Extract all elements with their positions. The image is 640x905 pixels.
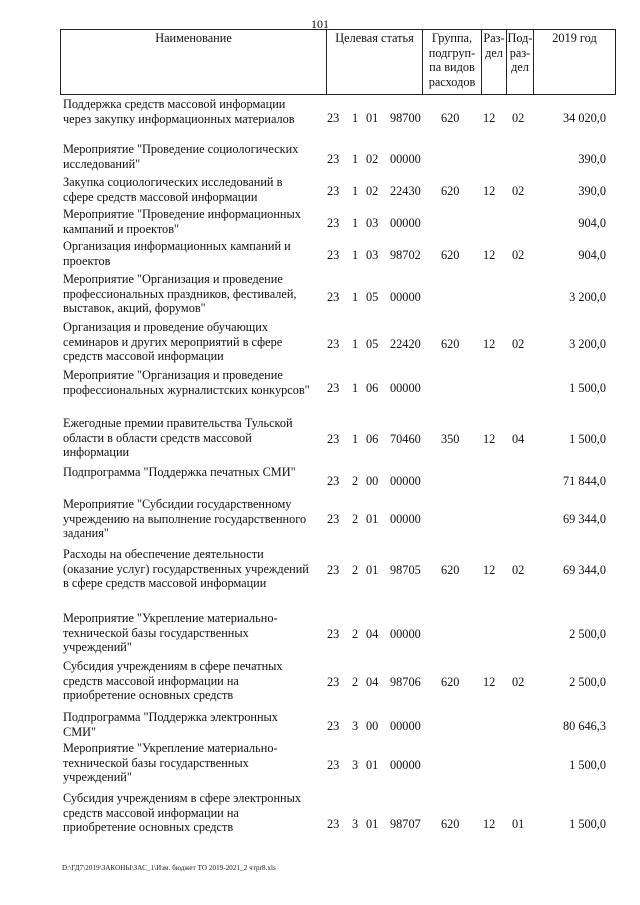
expense-group: 350 [441, 432, 460, 446]
amount-2019: 2 500,0 [569, 675, 606, 689]
section-code: 12 [483, 432, 496, 446]
target-article-measure: 03 [366, 216, 379, 230]
target-article-direction: 00000 [390, 381, 421, 395]
target-article-subprogram: 1 [352, 290, 359, 304]
target-article-direction: 22420 [390, 337, 421, 351]
subsection-code: 04 [512, 432, 525, 446]
target-article-subprogram: 1 [352, 381, 359, 395]
row-name: Организация и проведение обучающих семинаров и других мероприятий в сфере средств массовой информации [63, 320, 283, 363]
expense-group: 620 [441, 248, 460, 262]
section-code: 12 [483, 184, 496, 198]
target-article-measure: 02 [366, 152, 379, 166]
subsection-code: 02 [512, 563, 525, 577]
target-article-direction: 98706 [390, 675, 421, 689]
amount-2019: 71 844,0 [562, 474, 606, 488]
target-article-measure: 05 [366, 290, 379, 304]
target-article-direction: 00000 [390, 512, 421, 526]
subsection-code: 02 [512, 184, 525, 198]
amount-2019: 390,0 [578, 184, 606, 198]
target-article-program: 23 [327, 248, 340, 262]
target-article-program: 23 [327, 758, 340, 772]
target-article-measure: 02 [366, 184, 379, 198]
row-name: Поддержка средств массовой информации через закупку информационных материалов [63, 97, 295, 126]
row-name: Мероприятие "Организация и проведение профессиональных журналистских конкурсов" [63, 368, 310, 397]
target-article-subprogram: 2 [352, 563, 359, 577]
row-name: Мероприятие "Укрепление материально- технической базы государственных учреждений" [63, 611, 278, 654]
expense-group: 620 [441, 111, 460, 125]
target-article-measure: 01 [366, 512, 379, 526]
target-article-measure: 04 [366, 627, 379, 641]
target-article-direction: 00000 [390, 152, 421, 166]
target-article-direction: 00000 [390, 474, 421, 488]
row-name: Субсидия учреждениям в сфере печатных средств массовой информации на приобретение основных средств [63, 659, 283, 702]
header-section: Раз- дел [481, 30, 506, 94]
row-name: Закупка социологических исследований в сфере средств массовой информации [63, 175, 283, 204]
subsection-code: 02 [512, 111, 525, 125]
header-expense-group: Группа, подгруп- па видов расходов [422, 30, 481, 94]
target-article-program: 23 [327, 337, 340, 351]
amount-2019: 3 200,0 [569, 337, 606, 351]
header-target-article: Целевая статья [326, 30, 422, 94]
target-article-subprogram: 1 [352, 248, 359, 262]
row-name: Мероприятие "Организация и проведение профессиональных праздников, фестивалей, выставок, акций, форумов" [63, 272, 297, 315]
target-article-measure: 00 [366, 719, 379, 733]
amount-2019: 1 500,0 [569, 381, 606, 395]
target-article-direction: 22430 [390, 184, 421, 198]
target-article-program: 23 [327, 719, 340, 733]
target-article-subprogram: 1 [352, 432, 359, 446]
target-article-direction: 00000 [390, 290, 421, 304]
header-year: 2019 год [533, 30, 615, 94]
target-article-program: 23 [327, 432, 340, 446]
target-article-program: 23 [327, 512, 340, 526]
target-article-subprogram: 2 [352, 474, 359, 488]
target-article-measure: 01 [366, 758, 379, 772]
subsection-code: 02 [512, 675, 525, 689]
target-article-subprogram: 2 [352, 627, 359, 641]
target-article-measure: 06 [366, 432, 379, 446]
section-code: 12 [483, 248, 496, 262]
target-article-direction: 98702 [390, 248, 421, 262]
table-header [60, 29, 616, 95]
section-code: 12 [483, 675, 496, 689]
target-article-program: 23 [327, 381, 340, 395]
target-article-program: 23 [327, 675, 340, 689]
expense-group: 620 [441, 184, 460, 198]
header-name: Наименование [155, 31, 232, 45]
amount-2019: 80 646,3 [562, 719, 606, 733]
amount-2019: 904,0 [578, 248, 606, 262]
row-name: Расходы на обеспечение деятельности (оказание услуг) государственных учреждений в сфере средств массовой информации [63, 547, 309, 590]
row-name: Субсидия учреждениям в сфере электронных средств массовой информации на приобретение основных средств [63, 791, 302, 834]
subsection-code: 02 [512, 248, 525, 262]
target-article-program: 23 [327, 152, 340, 166]
target-article-measure: 00 [366, 474, 379, 488]
target-article-measure: 03 [366, 248, 379, 262]
target-article-direction: 98707 [390, 817, 421, 831]
file-path-footer: D:\ГД7\2019\ЗАКОНЫ\ЗАС_1\Изм. бюджет ТО 2019-2021_2 чтpr8.xls [62, 864, 276, 872]
subsection-code: 01 [512, 817, 525, 831]
target-article-subprogram: 3 [352, 817, 359, 831]
target-article-program: 23 [327, 184, 340, 198]
section-code: 12 [483, 563, 496, 577]
target-article-program: 23 [327, 111, 340, 125]
target-article-measure: 01 [366, 563, 379, 577]
amount-2019: 390,0 [578, 152, 606, 166]
amount-2019: 1 500,0 [569, 817, 606, 831]
target-article-direction: 98705 [390, 563, 421, 577]
target-article-direction: 00000 [390, 216, 421, 230]
amount-2019: 3 200,0 [569, 290, 606, 304]
target-article-subprogram: 2 [352, 675, 359, 689]
section-code: 12 [483, 817, 496, 831]
amount-2019: 69 344,0 [562, 563, 606, 577]
subsection-code: 02 [512, 337, 525, 351]
row-name: Мероприятие "Проведение социологических исследований" [63, 142, 299, 171]
target-article-measure: 01 [366, 111, 379, 125]
amount-2019: 904,0 [578, 216, 606, 230]
amount-2019: 1 500,0 [569, 758, 606, 772]
amount-2019: 1 500,0 [569, 432, 606, 446]
row-name: Организация информационных кампаний и проектов [63, 239, 291, 268]
expense-group: 620 [441, 337, 460, 351]
row-name: Мероприятие "Субсидии государственному учреждению на выполнение государственного задания" [63, 497, 307, 540]
target-article-direction: 00000 [390, 758, 421, 772]
target-article-subprogram: 3 [352, 719, 359, 733]
target-article-subprogram: 1 [352, 152, 359, 166]
row-name: Подпрограмма "Поддержка электронных СМИ" [63, 710, 278, 739]
target-article-program: 23 [327, 627, 340, 641]
target-article-program: 23 [327, 563, 340, 577]
target-article-direction: 98700 [390, 111, 421, 125]
amount-2019: 69 344,0 [562, 512, 606, 526]
target-article-measure: 06 [366, 381, 379, 395]
target-article-direction: 00000 [390, 627, 421, 641]
target-article-direction: 70460 [390, 432, 421, 446]
target-article-subprogram: 3 [352, 758, 359, 772]
row-name: Мероприятие "Проведение информационных кампаний и проектов" [63, 207, 301, 236]
target-article-measure: 05 [366, 337, 379, 351]
target-article-program: 23 [327, 290, 340, 304]
amount-2019: 2 500,0 [569, 627, 606, 641]
target-article-program: 23 [327, 216, 340, 230]
amount-2019: 34 020,0 [562, 111, 606, 125]
header-subsection: Под- раз- дел [506, 30, 533, 94]
section-code: 12 [483, 111, 496, 125]
target-article-program: 23 [327, 474, 340, 488]
target-article-subprogram: 1 [352, 111, 359, 125]
target-article-measure: 01 [366, 817, 379, 831]
row-name: Подпрограмма "Поддержка печатных СМИ" [63, 465, 296, 479]
expense-group: 620 [441, 675, 460, 689]
expense-group: 620 [441, 817, 460, 831]
target-article-direction: 00000 [390, 719, 421, 733]
target-article-subprogram: 2 [352, 512, 359, 526]
row-name: Ежегодные премии правительства Тульской области в области средств массовой информации [63, 416, 293, 459]
page-number: 101 [311, 17, 329, 31]
expense-group: 620 [441, 563, 460, 577]
target-article-subprogram: 1 [352, 216, 359, 230]
target-article-subprogram: 1 [352, 337, 359, 351]
target-article-measure: 04 [366, 675, 379, 689]
row-name: Мероприятие "Укрепление материально- технической базы государственных учреждений" [63, 741, 278, 784]
target-article-program: 23 [327, 817, 340, 831]
target-article-subprogram: 1 [352, 184, 359, 198]
section-code: 12 [483, 337, 496, 351]
